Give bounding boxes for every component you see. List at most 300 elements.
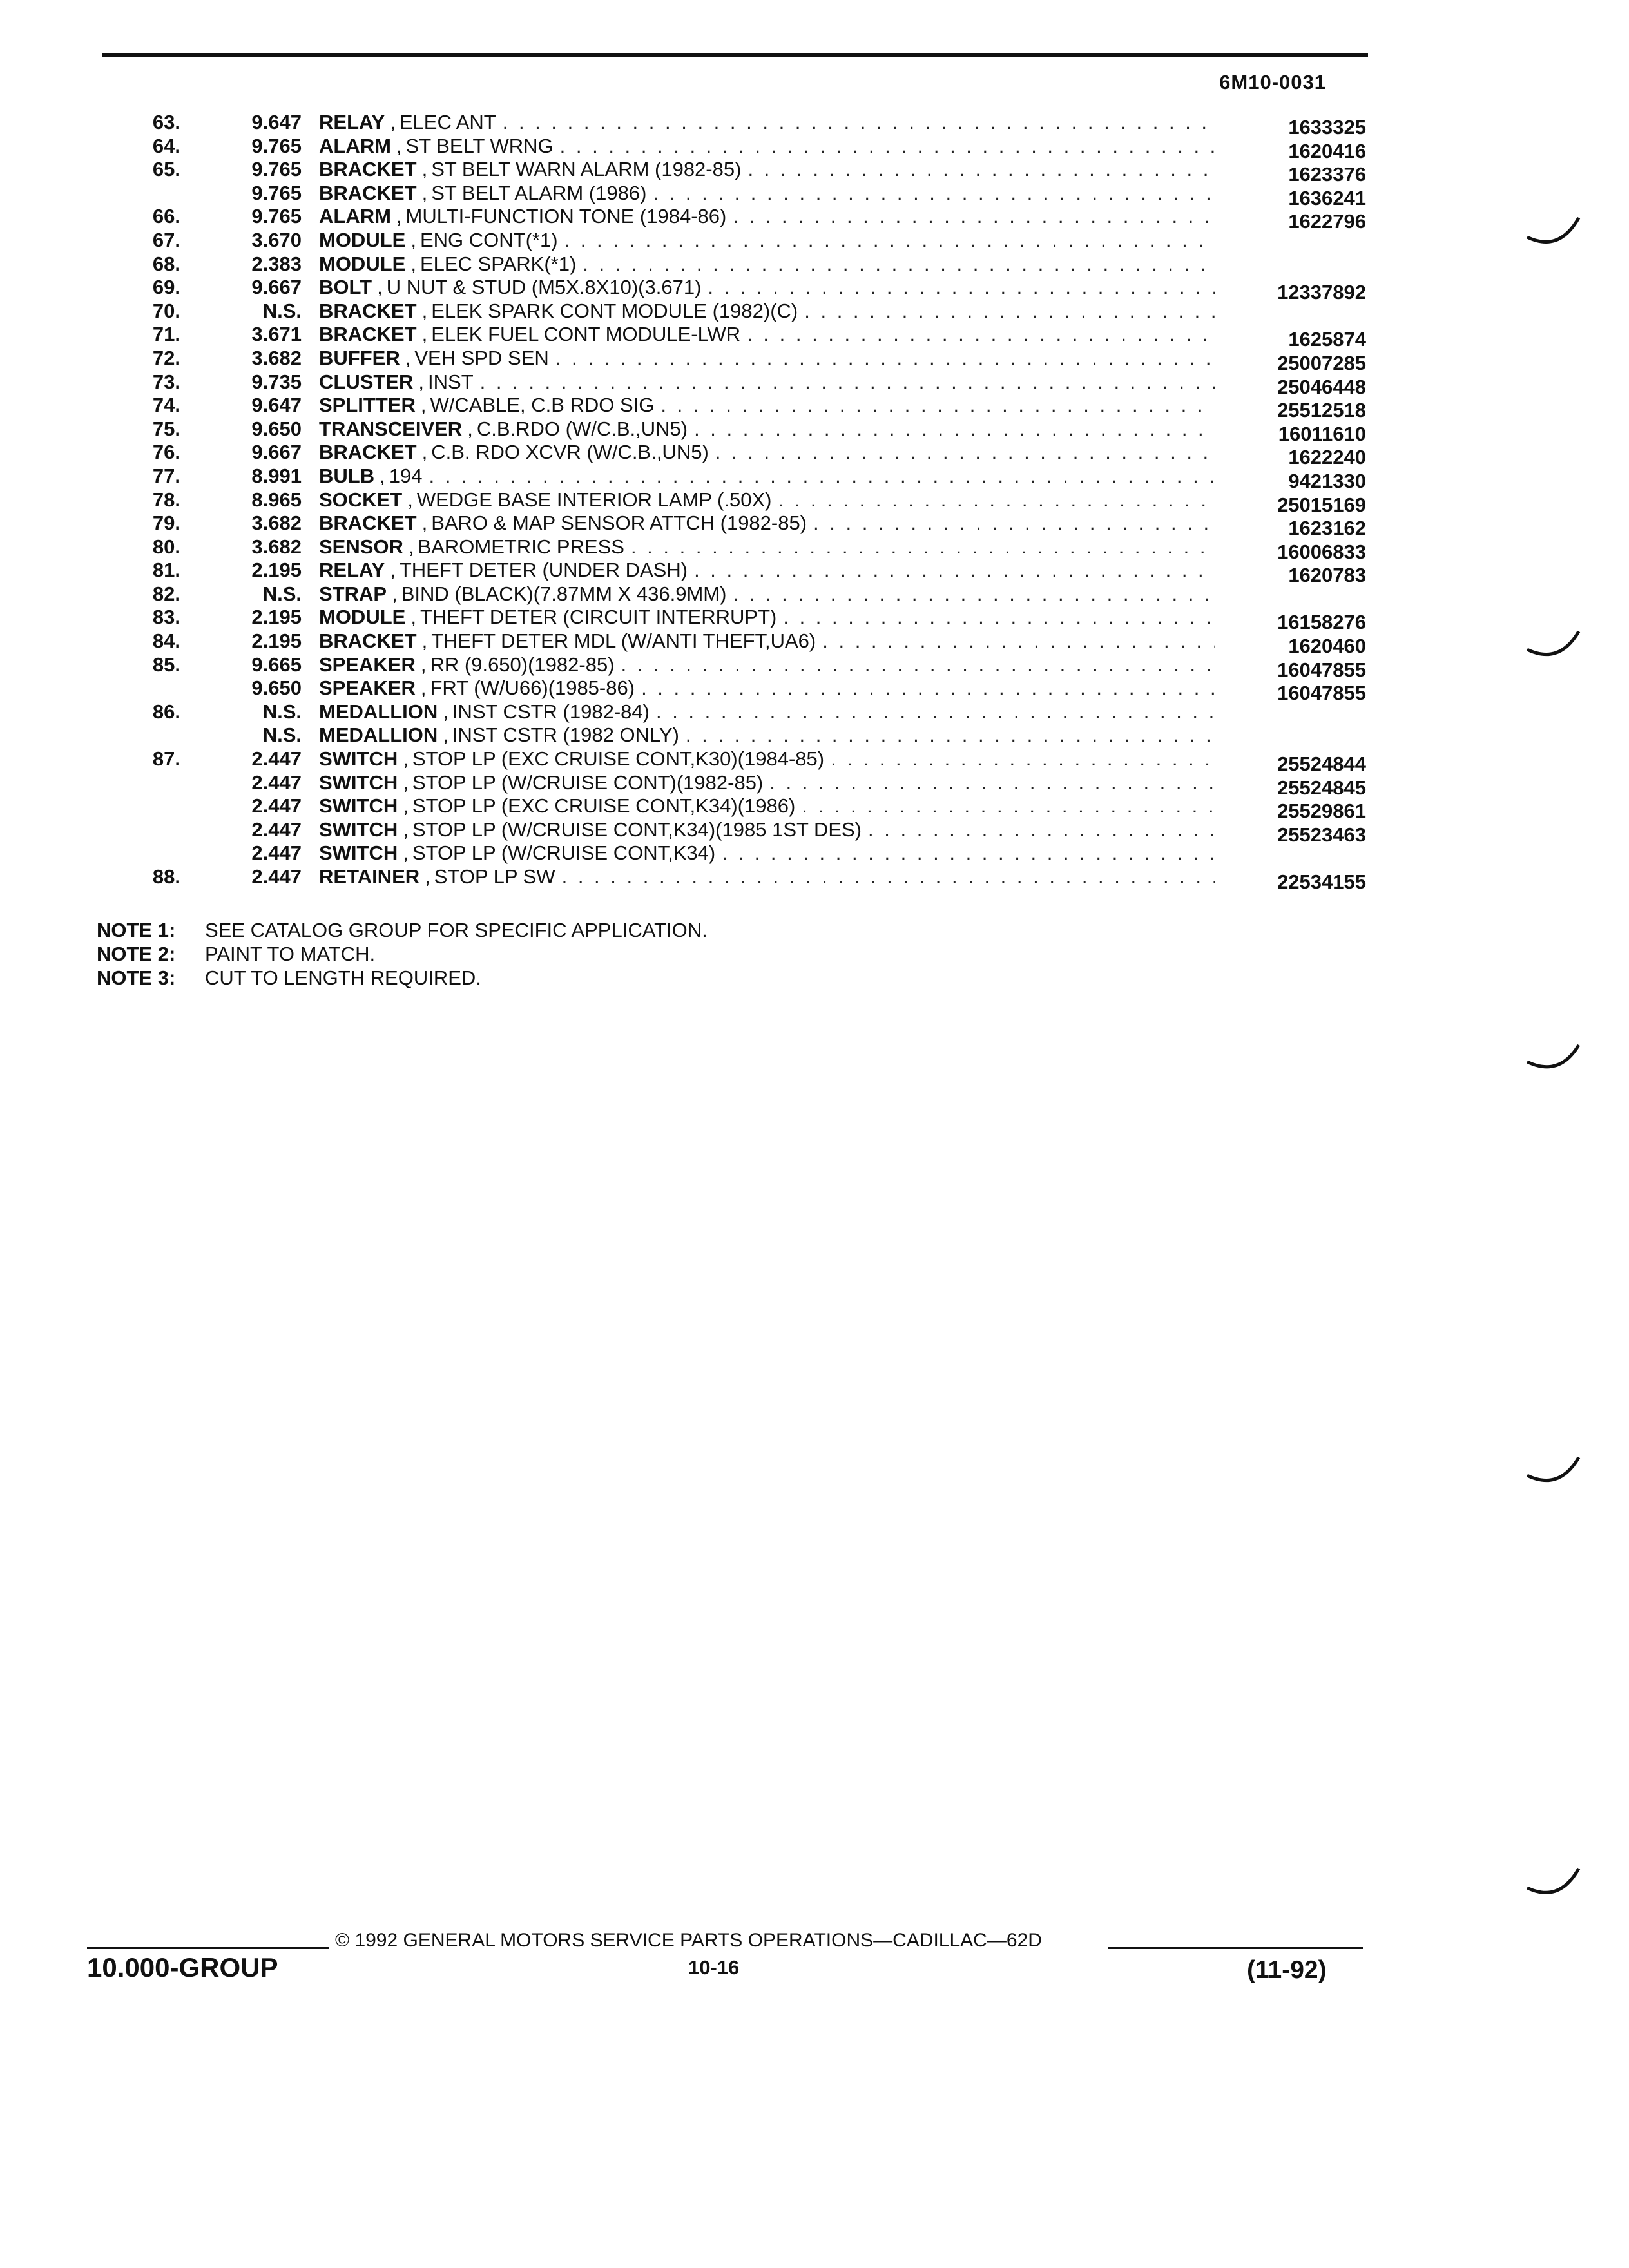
separator: , <box>420 677 427 700</box>
part-name: SPEAKER <box>319 653 416 676</box>
part-row <box>0 841 1629 865</box>
part-description <box>319 205 1215 228</box>
separator: , <box>421 629 428 653</box>
group-number: 9.667 <box>251 441 302 464</box>
dot-leader <box>694 559 1215 582</box>
dot-leader <box>747 323 1215 346</box>
part-name: BRACKET <box>319 323 417 346</box>
part-row <box>0 394 1629 422</box>
part-spec: ELEK FUEL CONT MODULE-LWR <box>431 323 741 346</box>
dot-leader <box>733 205 1215 228</box>
binder-mark <box>1527 1457 1579 1481</box>
separator: , <box>420 394 427 417</box>
note-label: NOTE 3: <box>97 966 176 989</box>
part-row <box>0 559 1629 587</box>
part-spec: BARO & MAP SENSOR ATTCH (1982-85) <box>431 512 807 535</box>
note-text: PAINT TO MATCH. <box>205 943 376 965</box>
part-name: SPLITTER <box>319 394 416 417</box>
part-description <box>319 535 1215 559</box>
separator: , <box>421 512 428 535</box>
ref-number: 64. <box>152 134 180 157</box>
dot-leader <box>560 135 1215 158</box>
part-row <box>0 300 1629 323</box>
part-row <box>0 794 1629 823</box>
part-number: 25523463 <box>1277 823 1366 846</box>
part-row <box>0 417 1629 445</box>
part-name: BRACKET <box>319 181 417 204</box>
separator: , <box>407 488 413 511</box>
part-number: 1625874 <box>1288 328 1366 351</box>
part-name: CLUSTER <box>319 370 414 393</box>
ref-number: 84. <box>152 629 180 653</box>
part-number: 22534155 <box>1277 870 1366 893</box>
group-number: 9.667 <box>251 276 302 299</box>
part-spec: ST BELT WRNG <box>405 134 554 157</box>
part-description <box>319 724 1215 747</box>
dot-leader <box>733 582 1215 606</box>
part-row <box>0 818 1629 846</box>
part-row <box>0 205 1629 233</box>
part-number: 1633325 <box>1288 116 1366 139</box>
separator: , <box>405 346 411 369</box>
part-spec: STOP LP (W/CRUISE CONT,K34) <box>412 841 716 865</box>
group-number: 2.447 <box>251 865 302 888</box>
ref-number: 83. <box>152 606 180 629</box>
ref-number: 68. <box>152 252 180 275</box>
part-description <box>319 253 1215 276</box>
footer-page-number: 10-16 <box>688 1956 740 1979</box>
part-number: 9421330 <box>1288 469 1366 492</box>
part-name: SWITCH <box>319 747 398 771</box>
part-name: BUFFER <box>319 346 400 369</box>
part-number: 1623162 <box>1288 517 1366 540</box>
ref-number: 75. <box>152 417 180 440</box>
part-spec: INST CSTR (1982 ONLY) <box>452 724 679 747</box>
dot-leader <box>656 700 1215 724</box>
note-label: NOTE 2: <box>97 943 176 965</box>
part-name: SOCKET <box>319 488 403 511</box>
ref-number: 70. <box>152 299 180 322</box>
part-name: SENSOR <box>319 535 403 558</box>
dot-leader <box>694 418 1215 441</box>
part-number: 1622240 <box>1288 446 1366 469</box>
part-number: 25512518 <box>1277 399 1366 422</box>
part-spec: U NUT & STUD (M5X.8X10)(3.671) <box>386 276 702 299</box>
ref-number: 69. <box>152 276 180 299</box>
separator: , <box>380 464 385 487</box>
part-spec: BIND (BLACK)(7.87MM X 436.9MM) <box>401 582 727 605</box>
group-number: 2.195 <box>251 606 302 629</box>
separator: , <box>392 582 398 605</box>
binder-mark <box>1527 218 1579 242</box>
ref-number: 73. <box>152 370 180 393</box>
group-number: 9.765 <box>251 181 302 204</box>
part-name: BRACKET <box>319 158 417 181</box>
part-description <box>319 441 1215 464</box>
part-row <box>0 535 1629 563</box>
footer-group-label: 10.000-GROUP <box>87 1952 278 1983</box>
part-row <box>0 700 1629 724</box>
part-description <box>319 276 1215 299</box>
part-row <box>0 488 1629 516</box>
part-name: TRANSCEIVER <box>319 417 463 440</box>
footer-copyright: © 1992 GENERAL MOTORS SERVICE PARTS OPERATIONS—CADILLAC—62D <box>335 1930 1042 1951</box>
part-name: MODULE <box>319 228 406 251</box>
part-spec: ELEC SPARK(*1) <box>419 252 577 275</box>
dot-leader <box>555 347 1215 370</box>
dot-leader <box>641 677 1215 700</box>
part-name: ALARM <box>319 134 391 157</box>
separator: , <box>443 724 448 747</box>
part-description <box>319 841 1215 865</box>
part-description <box>319 818 1215 841</box>
part-spec: W/CABLE, C.B RDO SIG <box>430 394 655 417</box>
part-number: 1620416 <box>1288 139 1366 162</box>
part-name: BRACKET <box>319 299 417 322</box>
dot-leader <box>480 370 1215 394</box>
part-spec: 194 <box>389 464 423 487</box>
group-number: 9.650 <box>251 677 302 700</box>
group-number: 3.682 <box>251 535 302 558</box>
ref-number: 65. <box>152 158 180 181</box>
part-description <box>319 677 1215 700</box>
group-number: 9.735 <box>251 370 302 393</box>
footer-date: (11-92) <box>1247 1956 1327 1984</box>
part-description <box>319 512 1215 535</box>
separator: , <box>443 700 448 723</box>
binder-mark <box>1527 631 1579 655</box>
dot-leader <box>804 300 1215 323</box>
part-name: RETAINER <box>319 865 420 888</box>
part-row <box>0 441 1629 469</box>
part-spec: VEH SPD SEN <box>414 346 549 369</box>
part-row <box>0 346 1629 374</box>
part-name: BULB <box>319 464 375 487</box>
part-spec: MULTI-FUNCTION TONE (1984-86) <box>405 205 727 228</box>
part-row <box>0 229 1629 253</box>
ref-number: 82. <box>152 582 180 605</box>
dot-leader <box>562 865 1215 889</box>
part-spec: C.B.RDO (W/C.B.,UN5) <box>476 417 688 440</box>
separator: , <box>421 181 428 204</box>
part-spec: ENG CONT(*1) <box>419 228 558 251</box>
part-number: 1622796 <box>1288 210 1366 233</box>
part-number: 25015169 <box>1277 493 1366 516</box>
group-number: 2.447 <box>251 771 302 794</box>
part-number: 12337892 <box>1277 281 1366 304</box>
note-text: SEE CATALOG GROUP FOR SPECIFIC APPLICATION. <box>205 919 708 941</box>
part-number: 1620460 <box>1288 635 1366 658</box>
part-name: MODULE <box>319 606 406 629</box>
group-number: N.S. <box>262 299 302 322</box>
part-description <box>319 747 1215 771</box>
ref-number: 63. <box>152 111 180 133</box>
group-number: 3.671 <box>251 323 302 346</box>
group-number: 9.765 <box>251 205 302 228</box>
part-spec: C.B. RDO XCVR (W/C.B.,UN5) <box>431 441 709 464</box>
group-number: 2.447 <box>251 794 302 818</box>
part-name: STRAP <box>319 582 387 605</box>
dot-leader <box>653 182 1215 205</box>
part-row <box>0 464 1629 492</box>
part-description <box>319 158 1215 181</box>
ref-number: 72. <box>152 346 180 369</box>
part-description <box>319 323 1215 346</box>
part-description <box>319 582 1215 606</box>
part-description <box>319 111 1215 134</box>
footer-rule-left <box>87 1947 329 1949</box>
part-name: BOLT <box>319 276 372 299</box>
group-number: 3.682 <box>251 512 302 535</box>
dot-leader <box>621 653 1215 677</box>
part-name: MODULE <box>319 252 406 275</box>
footer-rule-right <box>1108 1947 1363 1949</box>
part-row <box>0 134 1629 162</box>
part-row <box>0 865 1629 893</box>
part-name: SPEAKER <box>319 677 416 700</box>
part-spec: STOP LP (W/CRUISE CONT,K34)(1985 1ST DES) <box>412 818 862 841</box>
dot-leader <box>503 111 1215 134</box>
part-number: 16006833 <box>1277 540 1366 563</box>
dot-leader <box>564 229 1215 252</box>
separator: , <box>421 323 428 346</box>
dot-leader <box>778 488 1215 512</box>
part-description <box>319 629 1215 653</box>
part-number: 16047855 <box>1277 658 1366 681</box>
separator: , <box>410 252 416 275</box>
group-number: 9.650 <box>251 417 302 440</box>
part-number: 1636241 <box>1288 186 1366 209</box>
binder-hole-marks <box>1521 0 1598 2268</box>
part-row <box>0 158 1629 186</box>
part-number: 16011610 <box>1278 422 1366 445</box>
part-name: SWITCH <box>319 841 398 865</box>
dot-leader <box>822 629 1215 653</box>
part-name: BRACKET <box>319 629 417 653</box>
dot-leader <box>769 771 1215 794</box>
group-number: 8.965 <box>251 488 302 511</box>
ref-number: 88. <box>152 865 180 888</box>
part-row <box>0 370 1629 398</box>
dot-leader <box>429 465 1215 488</box>
separator: , <box>403 771 409 794</box>
notes-section <box>97 918 708 990</box>
part-name: RELAY <box>319 111 385 133</box>
group-number: N.S. <box>262 582 302 605</box>
separator: , <box>410 606 416 629</box>
ref-number: 80. <box>152 535 180 558</box>
part-number: 25529861 <box>1277 800 1366 823</box>
separator: , <box>421 299 428 322</box>
part-row <box>0 323 1629 351</box>
separator: , <box>420 653 427 676</box>
part-name: MEDALLION <box>319 724 438 747</box>
part-row <box>0 582 1629 606</box>
binder-mark <box>1527 1045 1579 1067</box>
group-number: 2.195 <box>251 559 302 582</box>
part-name: BRACKET <box>319 512 417 535</box>
part-description <box>319 182 1215 205</box>
ref-number: 79. <box>152 512 180 535</box>
part-row <box>0 111 1629 139</box>
group-number: 2.195 <box>251 629 302 653</box>
part-spec: ELEK SPARK CONT MODULE (1982)(C) <box>431 299 798 322</box>
dot-leader <box>747 158 1215 181</box>
group-number: 2.383 <box>251 252 302 275</box>
part-spec: STOP LP (EXC CRUISE CONT,K30)(1984-85) <box>412 747 825 771</box>
group-number: N.S. <box>262 724 302 747</box>
group-number: 9.665 <box>251 653 302 676</box>
part-description <box>319 559 1215 582</box>
group-number: 8.991 <box>251 464 302 487</box>
separator: , <box>403 841 409 865</box>
part-name: SWITCH <box>319 818 398 841</box>
dot-leader <box>802 794 1215 818</box>
dot-leader <box>722 841 1215 865</box>
part-description <box>319 300 1215 323</box>
group-number: 9.765 <box>251 158 302 181</box>
part-description <box>319 700 1215 724</box>
ref-number: 66. <box>152 205 180 228</box>
part-name: BRACKET <box>319 441 417 464</box>
dot-leader <box>583 253 1215 276</box>
part-description <box>319 135 1215 158</box>
part-number: 16158276 <box>1277 611 1366 634</box>
group-number: 2.447 <box>251 747 302 771</box>
group-number: 9.647 <box>251 111 302 133</box>
ref-number: 67. <box>152 228 180 251</box>
part-number: 25007285 <box>1277 351 1366 374</box>
document-code: 6M10-0031 <box>1219 71 1326 93</box>
binder-mark <box>1527 1869 1579 1892</box>
part-spec: FRT (W/U66)(1985-86) <box>430 677 635 700</box>
separator: , <box>403 794 409 818</box>
part-description <box>319 794 1215 818</box>
dot-leader <box>715 441 1215 464</box>
part-row <box>0 629 1629 658</box>
part-row <box>0 724 1629 747</box>
separator: , <box>396 134 402 157</box>
part-row <box>0 606 1629 634</box>
ref-number: 77. <box>152 464 180 487</box>
part-spec: STOP LP SW <box>434 865 555 888</box>
part-spec: THEFT DETER (UNDER DASH) <box>399 559 688 582</box>
part-row <box>0 512 1629 540</box>
part-row <box>0 653 1629 681</box>
part-description <box>319 465 1215 488</box>
part-spec: ST BELT WARN ALARM (1982-85) <box>431 158 742 181</box>
separator: , <box>390 559 396 582</box>
part-description <box>319 229 1215 252</box>
dot-leader <box>660 394 1215 417</box>
separator: , <box>418 370 425 393</box>
separator: , <box>408 535 414 558</box>
ref-number: 76. <box>152 441 180 464</box>
group-number: 2.447 <box>251 818 302 841</box>
part-description <box>319 771 1215 794</box>
dot-leader <box>783 606 1215 629</box>
separator: , <box>421 441 428 464</box>
ref-number: 74. <box>152 394 180 417</box>
part-name: RELAY <box>319 559 385 582</box>
note-row <box>97 918 708 942</box>
group-number: 9.765 <box>251 134 302 157</box>
part-spec: THEFT DETER (CIRCUIT INTERRUPT) <box>419 606 777 629</box>
part-row <box>0 253 1629 276</box>
part-description <box>319 370 1215 394</box>
top-rule <box>102 53 1368 57</box>
parts-list <box>0 111 1629 893</box>
separator: , <box>403 818 409 841</box>
part-description <box>319 418 1215 441</box>
part-row <box>0 276 1629 304</box>
group-number: 3.670 <box>251 228 302 251</box>
separator: , <box>403 747 409 771</box>
part-spec: INST <box>428 370 474 393</box>
part-spec: RR (9.650)(1982-85) <box>430 653 615 676</box>
part-spec: STOP LP (EXC CRUISE CONT,K34)(1986) <box>412 794 796 818</box>
dot-leader <box>813 512 1215 535</box>
part-number: 25046448 <box>1277 375 1366 398</box>
dot-leader <box>631 535 1215 559</box>
note-row <box>97 942 708 966</box>
part-description <box>319 653 1215 677</box>
separator: , <box>410 228 416 251</box>
note-label: NOTE 1: <box>97 919 176 941</box>
group-number: 2.447 <box>251 841 302 865</box>
part-number: 1620783 <box>1288 564 1366 587</box>
ref-number: 85. <box>152 653 180 676</box>
group-number: N.S. <box>262 700 302 723</box>
part-row <box>0 677 1629 705</box>
part-row <box>0 747 1629 776</box>
part-description <box>319 865 1215 889</box>
group-number: 3.682 <box>251 346 302 369</box>
dot-leader <box>686 724 1215 747</box>
part-name: MEDALLION <box>319 700 438 723</box>
dot-leader <box>868 818 1215 841</box>
ref-number: 71. <box>152 323 180 346</box>
part-spec: ST BELT ALARM (1986) <box>431 181 647 204</box>
note-text: CUT TO LENGTH REQUIRED. <box>205 966 481 989</box>
part-name: ALARM <box>319 205 391 228</box>
dot-leader <box>831 747 1215 771</box>
part-spec: ELEC ANT <box>399 111 496 133</box>
separator: , <box>377 276 383 299</box>
part-number: 25524844 <box>1277 753 1366 776</box>
part-description <box>319 606 1215 629</box>
ref-number: 78. <box>152 488 180 511</box>
part-row <box>0 181 1629 209</box>
note-row <box>97 966 708 990</box>
part-spec: INST CSTR (1982-84) <box>452 700 650 723</box>
part-name: SWITCH <box>319 771 398 794</box>
part-description <box>319 394 1215 417</box>
ref-number: 86. <box>152 700 180 723</box>
dot-leader <box>708 276 1215 299</box>
part-spec: THEFT DETER MDL (W/ANTI THEFT,UA6) <box>431 629 816 653</box>
part-number: 1623376 <box>1288 163 1366 186</box>
part-number: 25524845 <box>1277 776 1366 799</box>
separator: , <box>396 205 402 228</box>
part-spec: BAROMETRIC PRESS <box>418 535 624 558</box>
part-name: SWITCH <box>319 794 398 818</box>
part-description <box>319 488 1215 512</box>
part-description <box>319 347 1215 370</box>
part-row <box>0 771 1629 799</box>
ref-number: 87. <box>152 747 180 771</box>
part-number: 16047855 <box>1277 682 1366 705</box>
